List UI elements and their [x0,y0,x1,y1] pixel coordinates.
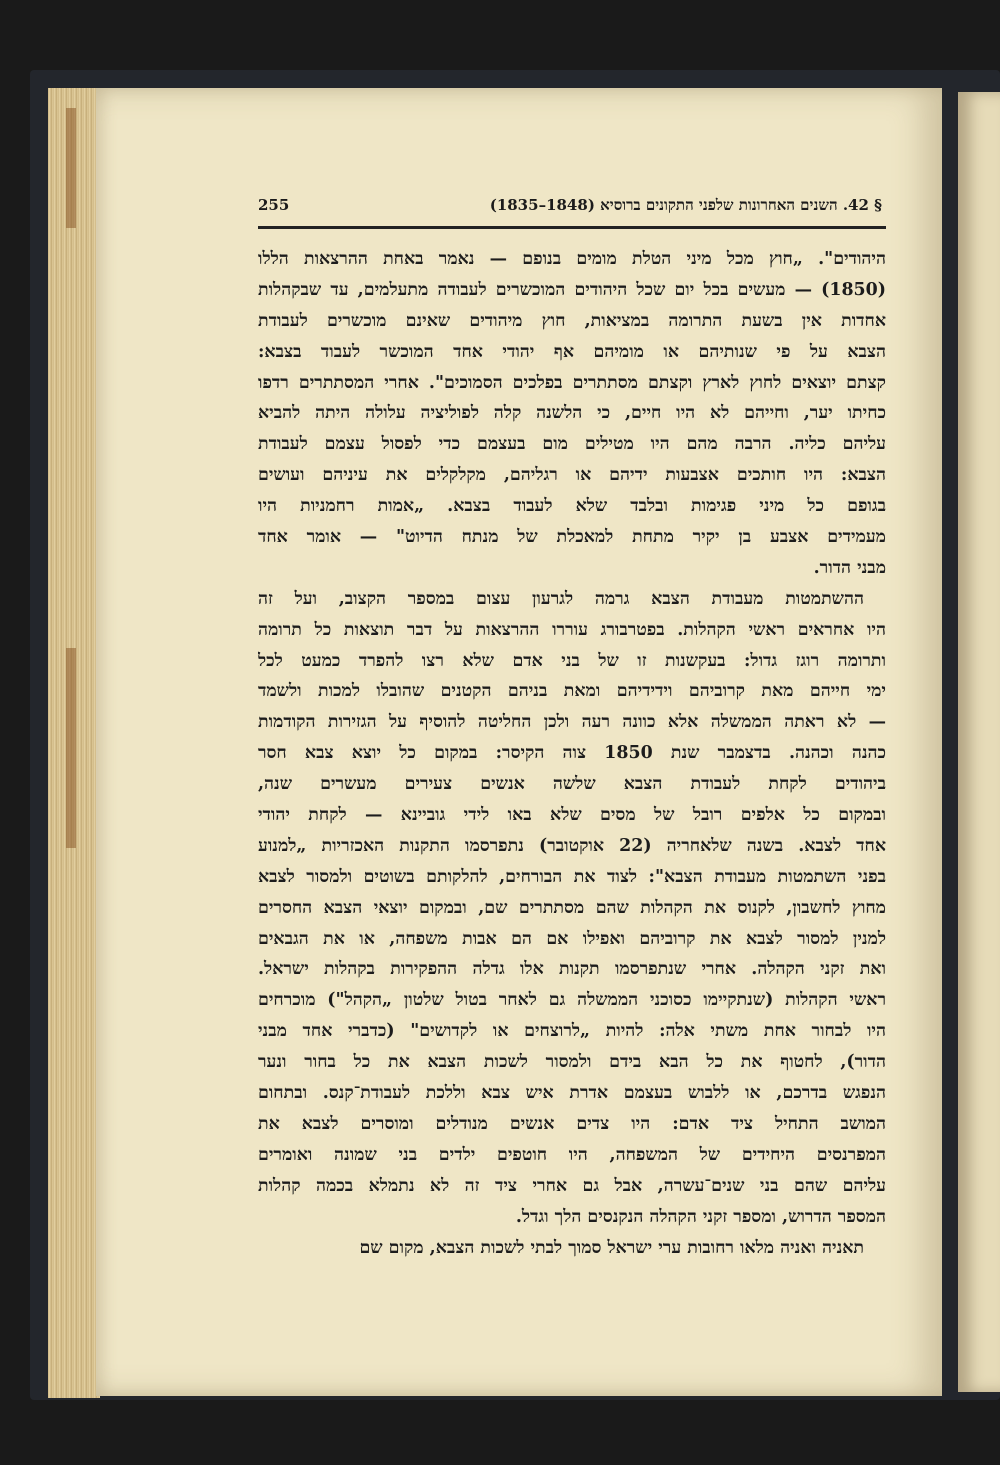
text-line: המספר הדרוש, ומספר זקני הקהלה הנקנסים הלך וגדל. [515,1206,886,1227]
text-line: המפרנסים היחידים של המשפחה, היו חוטפים ילדים בני שמונה ואומרים [258,1144,886,1165]
text-line: הדור), לחטוף את כל הבא בידם ולמסור לשכות הצבא את כל בחור ונער [258,1052,886,1073]
page-edges [48,88,100,1398]
text-line: ראשי הקהלות (שנתקיימו כסוכני הממשלה גם לאחר בטול שלטון „הקהל") מוכרחים [258,990,886,1011]
text-line: הצבא על פי שנותיהם או מומיהם אף יהודי אחד המוכשר לעבוד בצבא: [258,341,886,362]
section-title: § 42. השנים האחרונות שלפני התקונים ברוסיא (1848–1835) [489,196,882,214]
text-line: אחדות אין בשעת התרומה במציאות, חוץ מיהודים שאינם מוכשרים לעבודת [258,310,886,331]
paragraph [258,1233,886,1264]
running-header [258,192,886,222]
text-line: כהנה וכהנה. בדצמבר שנת 1850 צוה הקיסר: במקום כל יוצא צבא חסר [258,743,886,764]
text-line: מחוץ לחשבון, לקנוס את הקהלות שהם מסתתרים שם, ובמקום יוצאי הצבא החסרים [258,897,886,918]
page-number: 255 [258,196,290,214]
edge-stain [66,648,76,848]
text-line: הנפגש בדרכם, או ללבוש בעצמם אדרת איש צבא וללכת לעבודת־קנס. ובתחום [258,1083,886,1104]
text-line: מעמידים אצבע בן יקיר מתחת למאכלת של מנתח הדיוט" — אומר אחד [258,527,886,548]
paragraph [258,584,886,1233]
text-line: הצבא: היו חותכים אצבעות ידיהם או רגליהם, מקלקלים את עיניהם ועושים [258,465,886,486]
text-line: בפני השתמטות מעבודת הצבא": לצוד את הבורחים, להלקותם בשוטים ולמסור לצבא [258,866,886,887]
body-text [258,244,886,1263]
text-line: — לא ראתה הממשלה אלא כוונה רעה ולכן החליטה להוסיף על הגזירות הקודמות [258,712,886,733]
text-line: (1850) — מעשים בכל יום שכל היהודים המוכשרים לעבודה מתעלמים, עד שבקהלות [258,279,886,300]
text-line: למנין למסור לצבא את קרוביהם ואפילו אם הם אבות משפחה, או את הגבאים [258,928,886,949]
text-line: קצתם יוצאים לחוץ לארץ וקצתם מסתתרים בפלכים הסמוכים". אחרי המסתתרים רדפו [258,372,886,393]
paragraph [258,244,886,584]
text-line: כחיתו יער, וחייהם לא היו חיים, כי הלשנה קלה לפוליציה עלולה היתה להביא [258,403,886,424]
text-line: היהודים". „חוץ מכל מיני הטלת מומים בנופם — נאמר באחת ההרצאות הללו [258,249,886,269]
text-line: ותרומה רוגז גדול: בעקשנות זו של בני אדם שלא רצו להפרד כמעט לכל [258,650,886,671]
text-line: עליהם שהם בני שנים־עשרה, אבל גם אחרי ציד זה לא נתמלא בכמה קהלות [258,1175,886,1196]
text-line: ובמקום כל אלפים רובל של מסים שלא באו לידי גוביינא — לקחת יהודי [258,805,886,826]
text-line: מבני הדור. [813,557,886,578]
text-line: בגופם כל מיני פגימות ובלבד שלא לעבוד בצבא. „אמות רחמניות היו [258,496,886,517]
text-line: אחד לצבא. בשנה שלאחריה (22 אוקטובר) נתפרסמו התקנות האכזריות „למנוע [258,835,886,856]
text-line: היו אחראים ראשי הקהלות. בפטרבורג עוררו ההרצאות על דבר תוצאות כל תרומה [258,619,886,640]
text-line: ימי חייהם מאת קרוביהם וידידיהם ומאת בניהם הקטנים שהובלו למכות ולשמד [258,681,886,702]
header-rule [258,226,886,229]
text-line: היו לבחור אחת משתי אלה: להיות „לרוצחים או לקדושים" (כדברי אחד מבני [258,1021,886,1042]
text-line: המושב התחיל ציד אדם: היו צדים אנשים מנודלים ומוסרים לצבא את [258,1113,886,1134]
text-line: עליהם כליה. הרבה מהם היו מטילים מום בעצמם כדי לפסול עצמם לעבודת [258,434,886,455]
edge-stain [66,108,76,228]
text-line: תאניה ואניה מלאו רחובות ערי ישראל סמוך לבתי לשכות הצבא, מקום שם [359,1237,864,1258]
facing-page-edge [958,92,1000,1392]
text-line: ההשתמטות מעבודת הצבא גרמה לגרעון עצום במספר הקצוב, ועל זה [258,588,864,609]
text-line: ואת זקני הקהלה. אחרי שנתפרסמו תקנות אלו גדלה ההפקירות בקהלות ישראל. [258,959,886,980]
text-line: ביהודים לקחת לעבודת הצבא שלשה אנשים צעירים מעשרים שנה, [258,774,886,795]
